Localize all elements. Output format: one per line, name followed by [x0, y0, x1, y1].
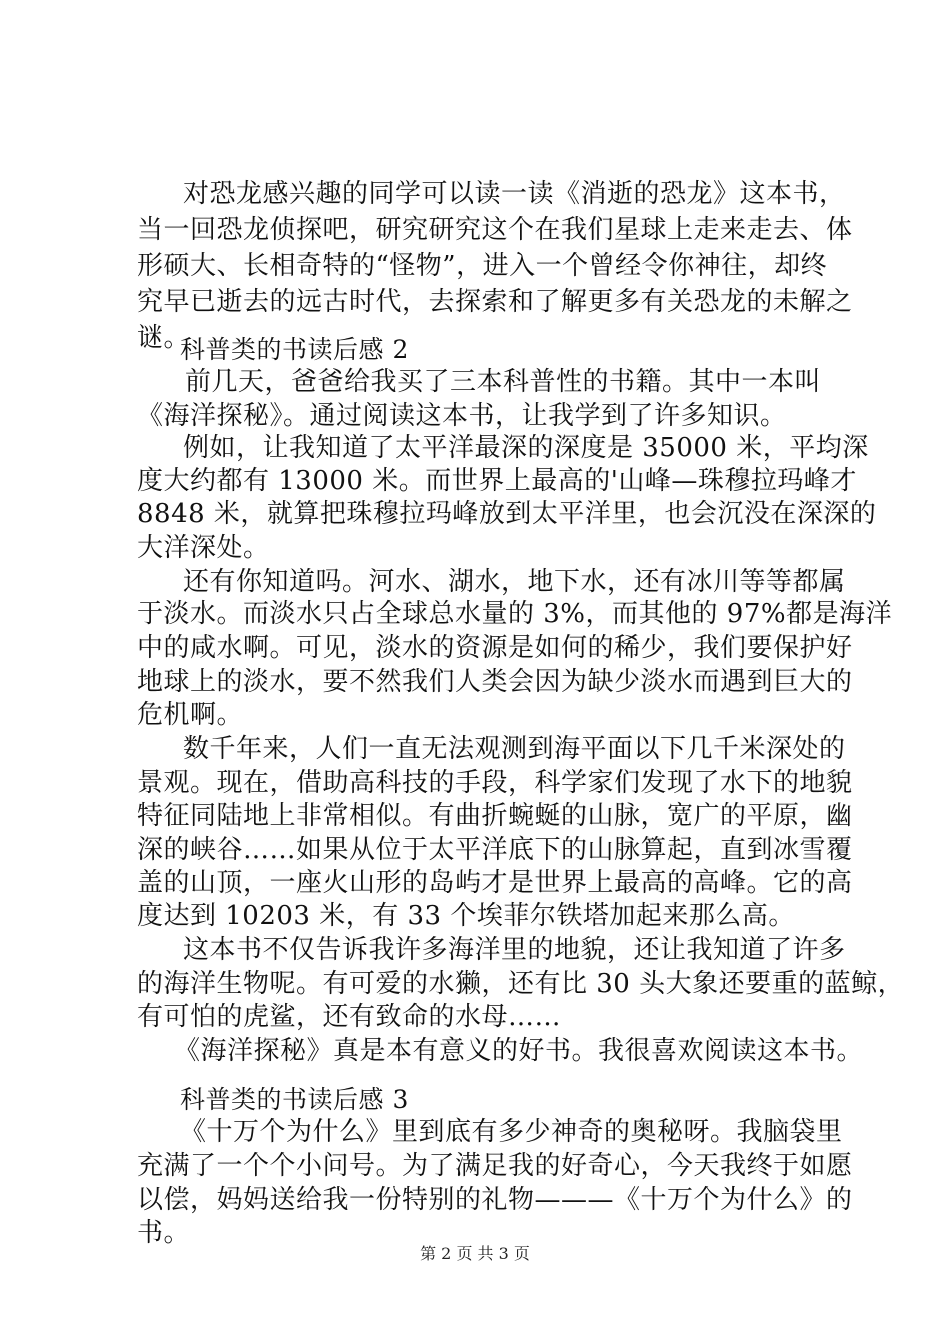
- text-line: 度大约都有 13000 米。而世界上最高的'山峰—珠穆拉玛峰才: [137, 466, 857, 496]
- text-line: 例如，让我知道了太平洋最深的深度是 35000 米，平均深: [183, 433, 869, 463]
- text-line: 有可怕的虎鲨，还有致命的水母……: [137, 1002, 562, 1032]
- text-line: 大洋深处。: [137, 533, 270, 563]
- text-line: 于淡水。而淡水只占全球总水量的 3%，而其他的 97%都是海洋: [137, 599, 893, 629]
- text-line: 充满了一个个小问号。为了满足我的好奇心，今天我终于如愿: [137, 1151, 853, 1181]
- text-line: 特征同陆地上非常相似。有曲折蜿蜒的山脉，宽广的平原，幽: [137, 801, 853, 831]
- text-line: 《十万个为什么》里到底有多少神奇的奥秘呀。我脑袋里: [180, 1117, 843, 1147]
- text-line: 前几天，爸爸给我买了三本科普性的书籍。其中一本叫: [185, 367, 822, 397]
- text-line: 深的峡谷……如果从位于太平洋底下的山脉算起，直到冰雪覆: [137, 835, 853, 865]
- text-line: 中的咸水啊。可见，淡水的资源是如何的稀少，我们要保护好: [137, 633, 853, 663]
- text-line: 盖的山顶，一座火山形的岛屿才是世界上最高的高峰。它的高: [137, 868, 853, 898]
- section-heading: 科普类的书读后感 3: [180, 1085, 409, 1114]
- text-line: 地球上的淡水，要不然我们人类会因为缺少淡水而遇到巨大的: [137, 667, 853, 697]
- text-line: 的海洋生物呢。有可爱的水獭，还有比 30 头大象还要重的蓝鲸，: [137, 969, 905, 999]
- section-heading: 科普类的书读后感 2: [180, 335, 409, 364]
- text-line: 以偿，妈妈送给我一份特别的礼物———《十万个为什么》的: [137, 1185, 853, 1215]
- text-line: 对恐龙感兴趣的同学可以读一读《消逝的恐龙》这本书，: [183, 179, 846, 209]
- text-line: 《海洋探秘》。通过阅读这本书，让我学到了许多知识。: [137, 401, 787, 431]
- text-line: 《海洋探秘》真是本有意义的好书。我很喜欢阅读这本书。: [174, 1036, 864, 1066]
- text-line: 危机啊。: [137, 700, 244, 730]
- text-line: 景观。现在，借助高科技的手段，科学家们发现了水下的地貌: [137, 768, 853, 798]
- text-line: 还有你知道吗。河水、湖水，地下水，还有冰川等等都属: [183, 567, 846, 597]
- text-line: 书。: [137, 1218, 191, 1248]
- text-line: 当一回恐龙侦探吧，研究研究这个在我们星球上走来走去、体: [137, 215, 853, 245]
- text-line: 度达到 10203 米，有 33 个埃菲尔铁塔加起来那么高。: [137, 901, 795, 931]
- text-line: 谜。: [137, 323, 191, 353]
- text-line: 8848 米，就算把珠穆拉玛峰放到太平洋里，也会沉没在深深的: [137, 499, 877, 529]
- text-line: 究早已逝去的远古时代，去探索和了解更多有关恐龙的未解之: [137, 287, 853, 317]
- text-line: 这本书不仅告诉我许多海洋里的地貌，还让我知道了许多: [183, 935, 846, 965]
- text-line: 数千年来，人们一直无法观测到海平面以下几千米深处的: [183, 734, 846, 764]
- text-line: 形硕大、长相奇特的“怪物”，进入一个曾经令你神往，却终: [137, 251, 828, 281]
- page-footer: 第 2 页 共 3 页: [420, 1244, 530, 1263]
